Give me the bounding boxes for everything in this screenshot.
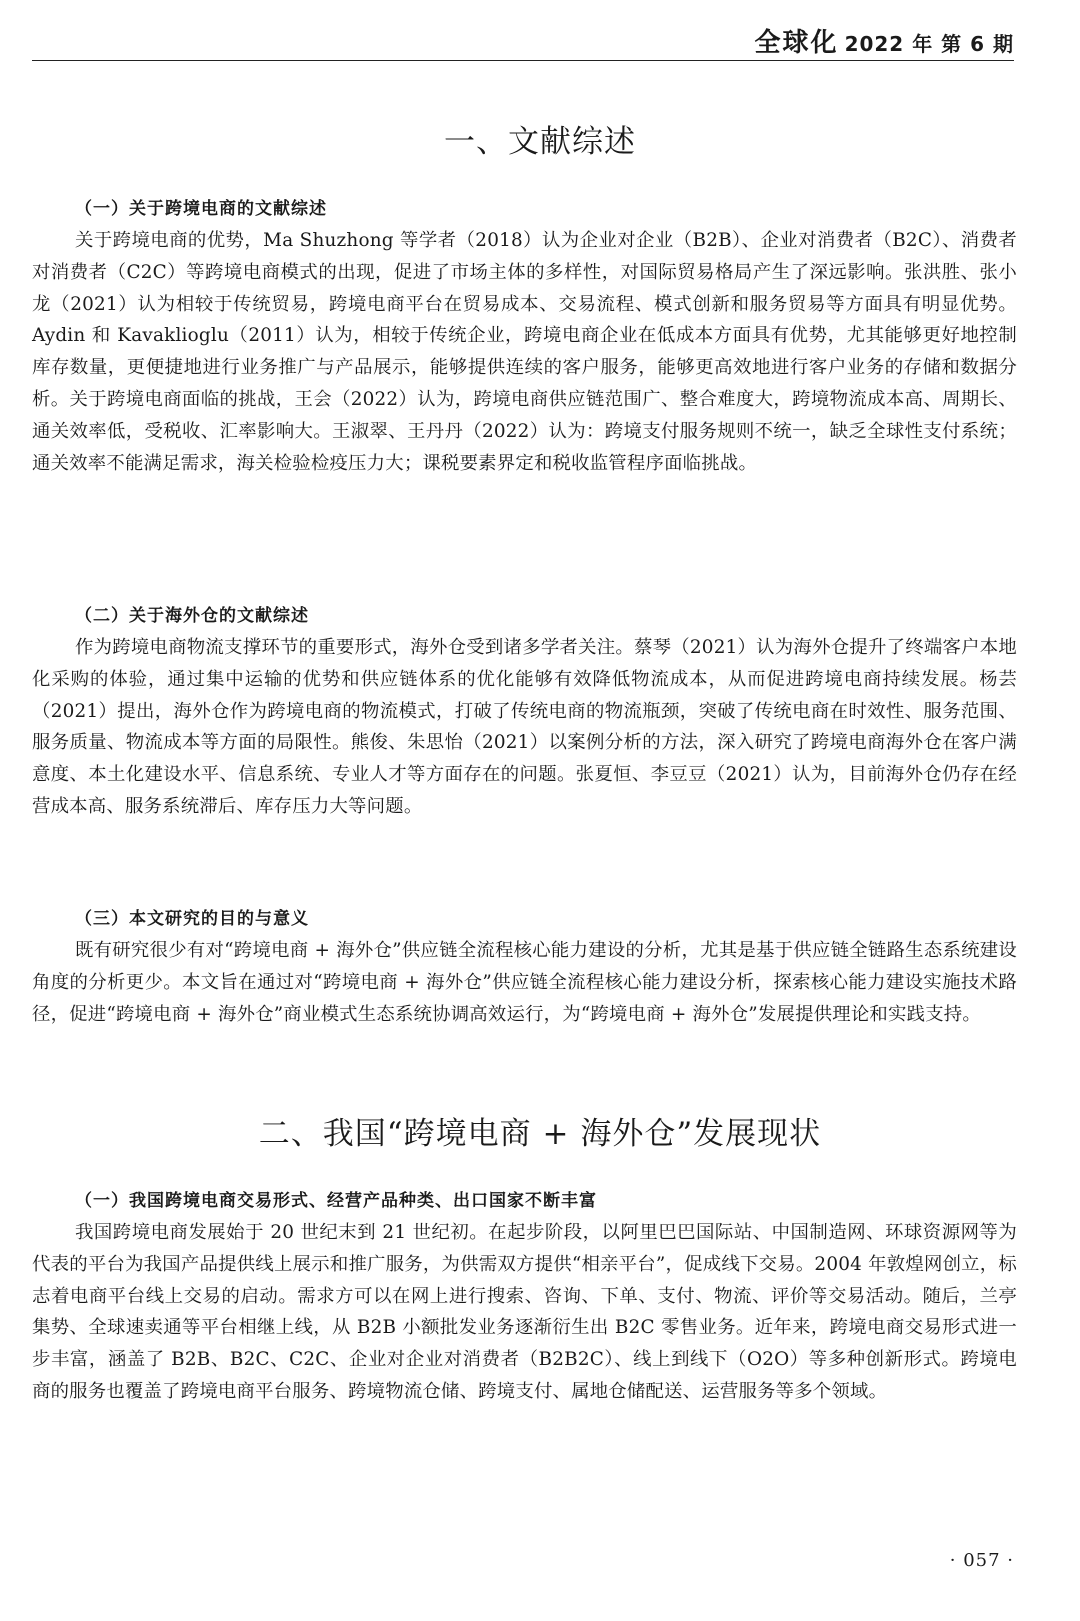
- journal-logo: 全球化: [754, 28, 839, 58]
- paragraph-trade-forms: 我国跨境电商发展始于 20 世纪末到 21 世纪初。在起步阶段，以阿里巴巴国际站、中国制造网、环球资源网等为代表的平台为我国产品提供线上展示和推广服务，为供需双方提供“相亲平台”，促成线下交易。2004 年敦煌网创立，标志着电商平台线上交易的启动。需求方可以在网上进行搜索、咨询、下单、支付、物流、评价等交易活动。随后，兰亭集势、全球速卖通等平台相继上线，从 B2B 小额批发业务逐渐衍生出 B2C 零售业务。近年来，跨境电商交易形式进一步丰富，涵盖了 B2B、B2C、C2C、企业对企业对消费者（B2B2C）、线上到线下（O2O）等多种创新形式。跨境电商的服务也覆盖了跨境电商平台服务、跨境物流仓储、跨境支付、属地仓储配送、运营服务等多个领域。: [32, 1222, 1017, 1402]
- issue-text: 2022 年 第 6 期: [844, 32, 1014, 56]
- page-header: [32, 20, 1014, 61]
- page-number: · 057 ·: [949, 1550, 1014, 1571]
- subsection-heading-research-purpose: （三）本文研究的目的与意义: [75, 909, 309, 929]
- subsection-heading-overseas-warehouse: （二）关于海外仓的文献综述: [75, 606, 309, 626]
- subsection-heading-cross-border-ecommerce: （一）关于跨境电商的文献综述: [75, 199, 327, 219]
- paragraph-research-purpose: 既有研究很少有对“跨境电商 + 海外仓”供应链全流程核心能力建设的分析，尤其是基于供应链全链路生态系统建设角度的分析更少。本文旨在通过对“跨境电商 + 海外仓”供应链全流程核心能力建设分析，探索核心能力建设实施技术路径，促进“跨境电商 + 海外仓”商业模式生态系统协调高效运行，为“跨境电商 + 海外仓”发展提供理论和实践支持。: [32, 940, 1017, 1025]
- section-title-development-status: 二、我国“跨境电商 + 海外仓”发展现状: [258, 1116, 822, 1152]
- section-title-literature-review: 一、文献综述: [444, 124, 636, 160]
- paragraph-cross-border-ecommerce: 关于跨境电商的优势，Ma Shuzhong 等学者（2018）认为企业对企业（B2B）、企业对消费者（B2C）、消费者对消费者（C2C）等跨境电商模式的出现，促进了市场主体的多样性，对国际贸易格局产生了深远影响。张洪胜、张小龙（2021）认为相较于传统贸易，跨境电商平台在贸易成本、交易流程、模式创新和服务贸易等方面具有明显优势。Aydin 和 Kavaklioglu（2011）认为，相较于传统企业，跨境电商企业在低成本方面具有优势，尤其能够更好地控制库存数量，更便捷地进行业务推广与产品展示，能够提供连续的客户服务，能够更高效地进行客户业务的存储和数据分析。关于跨境电商面临的挑战，王会（2022）认为，跨境电商供应链范围广、整合难度大，跨境物流成本高、周期长、通关效率低，受税收、汇率影响大。王淑翠、王丹丹（2022）认为：跨境支付服务规则不统一，缺乏全球性支付系统；通关效率不能满足需求，海关检验检疫压力大；课税要素界定和税收监管程序面临挑战。: [32, 230, 1017, 474]
- journal-issue-label: [755, 22, 1014, 59]
- subsection-heading-trade-forms: （一）我国跨境电商交易形式、经营产品种类、出口国家不断丰富: [75, 1191, 597, 1211]
- paragraph-overseas-warehouse: 作为跨境电商物流支撑环节的重要形式，海外仓受到诸多学者关注。蔡琴（2021）认为海外仓提升了终端客户本地化采购的体验，通过集中运输的优势和供应链体系的优化能够有效降低物流成本，从而促进跨境电商持续发展。杨芸（2021）提出，海外仓作为跨境电商的物流模式，打破了传统电商的物流瓶颈，突破了传统电商在时效性、服务范围、服务质量、物流成本等方面的局限性。熊俊、朱思怡（2021）以案例分析的方法，深入研究了跨境电商海外仓在客户满意度、本土化建设水平、信息系统、专业人才等方面存在的问题。张夏恒、李豆豆（2021）认为，目前海外仓仍存在经营成本高、服务系统滞后、库存压力大等问题。: [32, 637, 1017, 817]
